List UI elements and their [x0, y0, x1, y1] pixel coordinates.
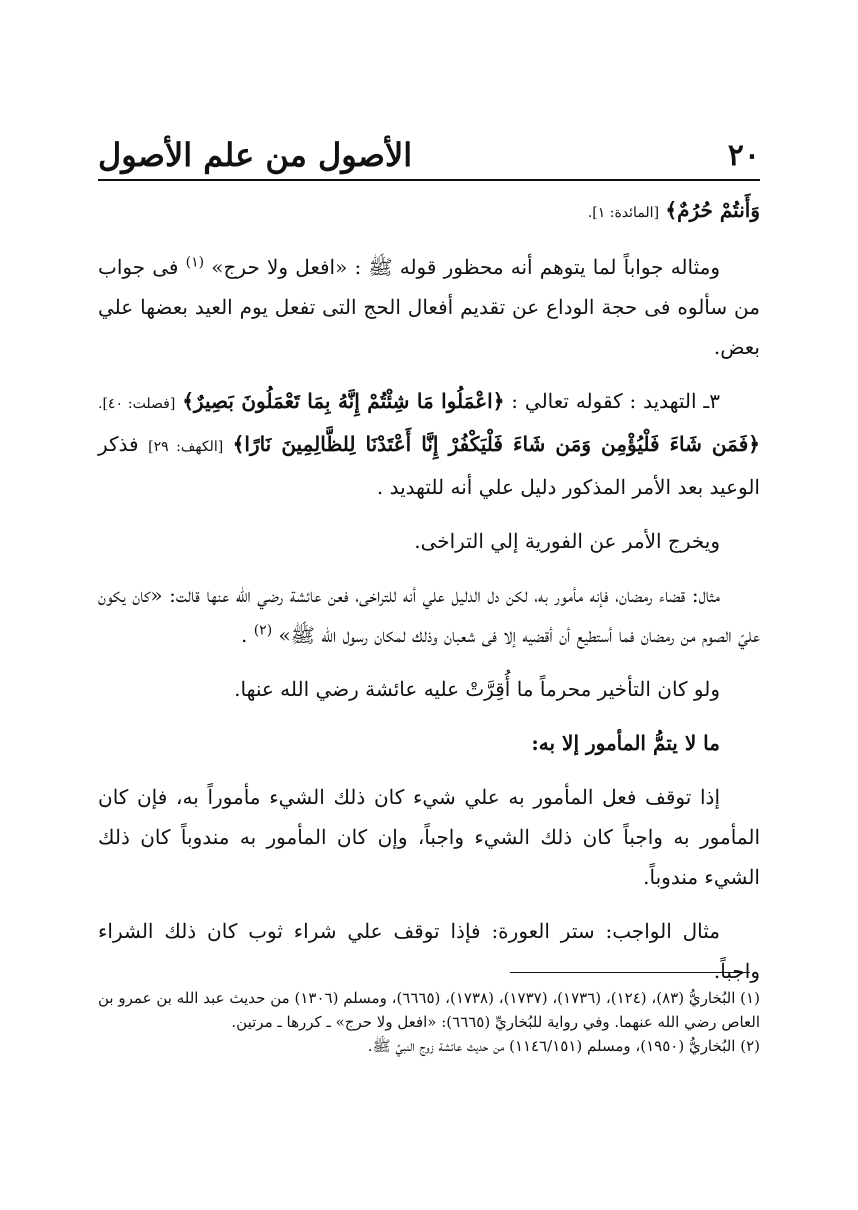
verse-reference: [الكهف: ٢٩] — [148, 439, 224, 455]
running-title: الأصول من علم الأصول — [98, 136, 413, 174]
footnote-text: من حديث عبد الله بن عمرو بن العاص رضي الله عنهما. وفي رواية للبُخاريِّ (٦٦٦٥): «افعل ولا حرج» ـ كررها ـ مرتين. — [98, 989, 760, 1031]
page-header — [98, 136, 760, 176]
footnote-2: (٢) البُخاريُّ (١٩٥٠)، ومسلم (١١٤٦/١٥١) من حديث عائشة زوج النبيِّ ﷺ. — [367, 1037, 760, 1055]
page-number: ٢٠ — [727, 138, 760, 173]
paragraph-text: مثال: قضاء رمضان، فإنه مأمور به، لكن دل الدليل علي أنه للتراخى، فعن عائشة رضي الله عنها قالت: «كان يكون عليّ الصوم من رمضان فما أستطيع أن أقضيه إلا فى شعبان وذلك لمكان رسول الله ﷺ» — [98, 583, 760, 647]
paragraph-text: . — [240, 623, 248, 647]
body-text — [98, 190, 760, 1005]
quran-verse: ﴿اعْمَلُوا مَا شِئْتُمْ إِنَّهُ بِمَا تَعْمَلُونَ بَصِيرٌ﴾ — [182, 389, 505, 413]
paragraph-text: فذكر الوعيد بعد الأمر المذكور دليل علي أنه للتهديد . — [98, 432, 760, 499]
footnote-marker-2: (٢) — [253, 622, 273, 639]
paragraph-4: ويخرج الأمر عن الفورية إلي التراخى. — [414, 529, 720, 553]
footnote-text: (١) البُخاريُّ (٨٣)، (١٢٤)، (١٧٣٦)، (١٧٣٧)، (١٧٣٨)، (٦٦٦٥)، ومسلم (١٣٠٦) — [294, 989, 760, 1007]
verse-reference: [المائدة: ١]. — [587, 205, 660, 221]
header-rule — [98, 179, 760, 181]
section-heading: ما لا يتمُّ المأمور إلا به: — [531, 731, 720, 755]
footnote-rule — [510, 972, 750, 973]
paragraph-text: فى جواب من سألوه فى حجة الوداع عن تقديم أفعال الحج التى تفعل يوم العيد بعضها علي بعض. — [98, 255, 760, 359]
footnote-1 — [98, 986, 760, 1034]
paragraph-5 — [98, 575, 760, 655]
paragraph-2 — [98, 247, 760, 367]
paragraph-3 — [98, 381, 760, 507]
quran-verse: وَأَنتُمْ حُرُمٌ﴾ — [665, 198, 760, 222]
paragraph-8: مثال الواجب: ستر العورة: فإذا توقف علي شراء ثوب كان ذلك الشراء واجباً. — [98, 919, 760, 983]
paragraph-6: ولو كان التأخير محرماً ما أُقِرَّتْ عليه عائشة رضي الله عنها. — [234, 677, 720, 701]
paragraph-7: إذا توقف فعل المأمور به علي شيء كان ذلك الشيء مأموراً به، فإن كان المأمور به واجباً كان ذلك الشيء واجباً، وإن كان المأمور به مندوباً كان ذلك الشيء مندوباً. — [98, 785, 760, 889]
paragraph-text: ٣ـ التهديد : كقوله تعالي : — [511, 389, 721, 413]
quran-verse: ﴿فَمَن شَاءَ فَلْيُؤْمِن وَمَن شَاءَ فَلْيَكْفُرْ إِنَّا أَعْتَدْنَا لِلظَّالِمِينَ نَارًا﴾ — [232, 432, 760, 456]
paragraph-1 — [98, 190, 760, 233]
verse-reference: [فصلت: ٤٠]. — [98, 396, 176, 412]
footnotes — [98, 986, 760, 1058]
paragraph-text: ومثاله جواباً لما يتوهم أنه محظور قوله ﷺ : «افعل ولا حرج» — [211, 255, 721, 279]
footnote-marker-1: (١) — [185, 254, 205, 271]
